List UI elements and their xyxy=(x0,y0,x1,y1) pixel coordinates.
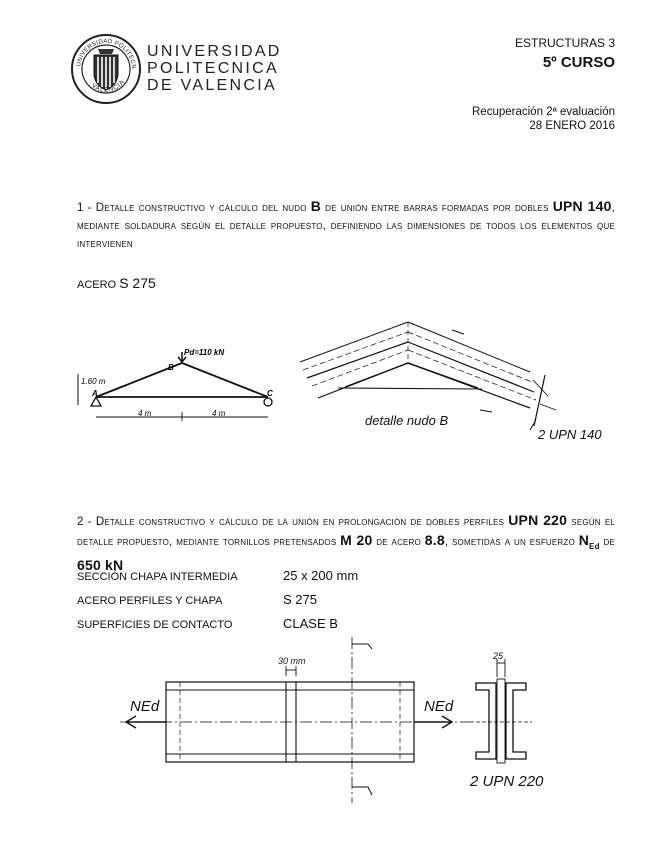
problem-2-text-d: , sometidas a un esfuerzo xyxy=(444,536,575,548)
problem-1-text-b: de unión entre barras formadas por dobles xyxy=(325,202,549,214)
section-label-2: 2 UPN 220 xyxy=(470,773,544,790)
splice-elevation xyxy=(120,637,470,803)
problem-2-force-symbol: $N_{Ed}$ xyxy=(578,532,600,551)
force-right-label: NEd xyxy=(424,698,454,715)
gap-label: 30 mm xyxy=(278,656,306,666)
problem-1-node: B xyxy=(310,198,322,214)
force-arrow-left xyxy=(126,716,166,728)
span-right-label: 4 m xyxy=(212,409,226,418)
problem-1-steel xyxy=(77,275,156,291)
detail-label: detalle nudo B xyxy=(365,413,449,428)
course-level: 5º CURSO xyxy=(542,54,615,71)
university-line-2: POLITECNICA xyxy=(147,60,279,77)
upn-left xyxy=(476,683,496,759)
truss-right-bar xyxy=(182,363,268,397)
node-c-label: C xyxy=(267,389,273,398)
seal-text-bottom: VALENCIA xyxy=(90,78,127,94)
double-upn-section xyxy=(469,651,544,790)
university-seal xyxy=(70,33,142,105)
problem-2-number: 2 - xyxy=(77,516,92,528)
problem-2-force-value: 650 kN xyxy=(77,556,124,573)
seal-text-top: UNIVERSIDAD POLITECN xyxy=(76,38,137,70)
steel-label: ACERO xyxy=(77,279,117,291)
intermediate-plate xyxy=(497,679,505,763)
detail-right-top-edge xyxy=(408,322,530,372)
steel-value: S 275 xyxy=(119,275,156,291)
exam-title: Recuperación 2ª evaluación xyxy=(472,106,615,118)
problem-2-text-b: según el detalle propuesto, mediante tornillos pretensados xyxy=(77,516,616,548)
problem-2-grade: 8.8 xyxy=(424,532,445,548)
exam-date: 28 ENERO 2016 xyxy=(529,120,615,132)
spec-value-2: S 275 xyxy=(283,592,317,607)
exam-info xyxy=(472,105,615,133)
problem-2-diagrams xyxy=(0,635,654,805)
node-b-detail xyxy=(300,322,602,442)
problem-1-statement xyxy=(77,197,615,253)
problem-2-text-a: Detalle constructivo y cálculo de la unión en prolongación de dobles perfiles xyxy=(95,516,505,528)
height-label: 1.60 m xyxy=(81,377,106,386)
truss-diagram xyxy=(78,348,273,421)
spec-label-1: SECCIÓN CHAPA INTERMEDIA xyxy=(77,571,238,583)
node-b-label: B xyxy=(168,363,174,372)
problem-2-bolt: M 20 xyxy=(340,532,373,548)
university-line-1: UNIVERSIDAD xyxy=(147,43,282,60)
problem-1-number: 1 - xyxy=(77,202,92,214)
problem-2-text-e: de xyxy=(603,536,615,548)
university-name xyxy=(147,43,282,94)
spec-value-1: 25 x 200 mm xyxy=(283,568,359,583)
plate-thickness-label: 25 xyxy=(493,651,504,661)
course-info xyxy=(515,36,615,71)
spec-value-3: CLASE B xyxy=(283,616,338,631)
problem-1-diagrams xyxy=(0,300,654,450)
problem-1-text-c: , mediante soldadura según el detalle propuesto, definiendo las dimensiones de todos los elementos que intervienen xyxy=(77,202,615,250)
university-line-3: DE VALENCIA xyxy=(147,77,277,94)
node-a-label: A xyxy=(92,389,98,398)
span-left-label: 4 m xyxy=(138,409,152,418)
problem-2-profile: UPN 220 xyxy=(508,512,568,528)
problem-1-text-a: Detalle constructivo y cálculo del nudo xyxy=(95,202,307,214)
problem-2-statement xyxy=(77,511,615,576)
support-a xyxy=(91,397,101,406)
spec-label-2: ACERO PERFILES Y CHAPA xyxy=(77,595,223,607)
problem-1-profile: UPN 140 xyxy=(552,198,612,214)
support-c xyxy=(264,398,272,406)
section-label-1: 2 UPN 140 xyxy=(538,427,602,442)
load-label: Pd=110 kN xyxy=(184,348,225,357)
force-arrow-right xyxy=(414,716,452,728)
upn-right xyxy=(506,683,526,759)
problem-2-text-c: de acero xyxy=(376,536,421,548)
force-left-label: NEd xyxy=(130,698,160,715)
spec-label-3: SUPERFICIES DE CONTACTO xyxy=(77,619,233,631)
course-subject: ESTRUCTURAS 3 xyxy=(514,36,615,50)
